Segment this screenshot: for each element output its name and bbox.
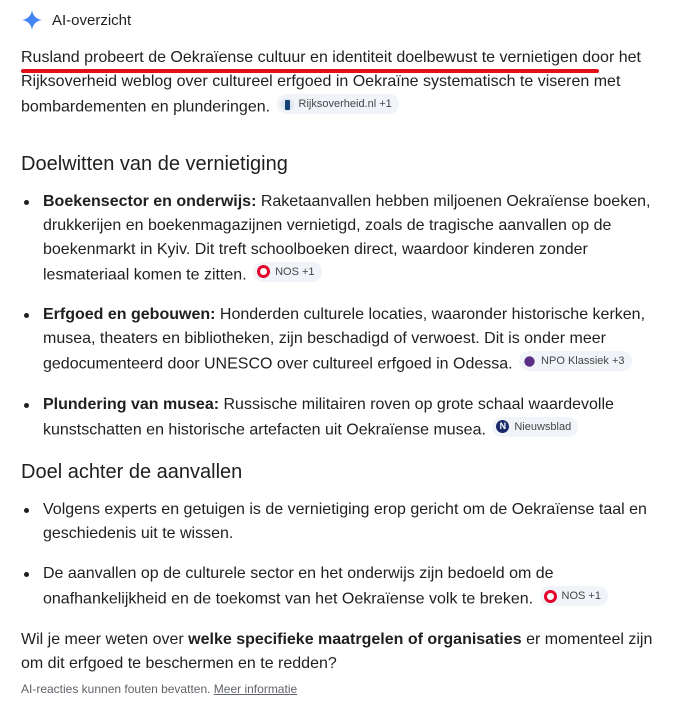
more-info-link[interactable]: Meer informatie — [213, 682, 298, 696]
follow-up-question: Wil je meer weten over welke specifieke maatrgelen of organisaties er momenteel zijn om dit erfgoed te beschermen en te redden? — [21, 630, 653, 672]
section-heading-targets: Doelwitten van de vernietiging — [21, 152, 288, 175]
rijksoverheid-icon — [281, 98, 294, 111]
targets-list — [21, 190, 671, 443]
list-item: De aanvallen op de culturele sector en het onderwijs zijn bedoeld om de onafhankelijkheid en de toekomst van het Oekraïense volk te breken. NOS +1 — [21, 562, 671, 612]
source-chip-rijksoverheid[interactable]: Rijksoverheid.nl +1 — [277, 94, 399, 114]
ai-overview-header — [21, 8, 131, 32]
section-heading-purpose: Doel achter de aanvallen — [21, 461, 243, 483]
purpose-list — [21, 498, 671, 612]
sparkle-icon — [21, 9, 43, 31]
source-chip-nos[interactable]: NOS +1 — [540, 586, 608, 606]
intro-rest: door het Rijksoverheid weblog over cultureel erfgoed in Oekraïne systematisch te viseren met bombardementen en plunderingen. — [21, 49, 641, 116]
source-chip-npo-klassiek[interactable]: NPO Klassiek +3 — [519, 351, 631, 371]
list-item: Volgens experts en getuigen is de vernietiging erop gericht om de Oekraïense taal en geschiedenis uit te wissen. — [21, 498, 671, 546]
source-chip-nos[interactable]: NOS +1 — [253, 262, 321, 282]
npo-klassiek-icon — [522, 354, 537, 369]
source-chip-nieuwsblad[interactable]: N Nieuwsblad — [492, 417, 578, 437]
highlighted-statement: Rusland probeert de Oekraïense cultuur en identiteit doelbewust te vernietigen — [21, 49, 578, 66]
red-underline-annotation — [21, 69, 599, 73]
disclaimer-footer: AI-reacties kunnen fouten bevatten. Meer informatie — [21, 682, 298, 696]
list-item: Erfgoed en gebouwen: Honderden culturele locaties, waaronder historische kerken, musea, theaters en bibliotheken, zijn beschadigd of verwoest. Dit is onder meer gedocumenteerd door UNESCO over cultureel erfgoed in Odessa. NPO Klassiek +3 — [21, 303, 671, 377]
list-item: Plundering van musea: Russische militairen roven op grote schaal waardevolle kunstschatten en historische artefacten uit Oekraïense musea. N Nieuwsblad — [21, 393, 671, 443]
overview-content — [21, 46, 671, 676]
ai-overview-title: AI-overzicht — [52, 11, 132, 29]
nos-icon — [544, 590, 557, 603]
intro-paragraph — [21, 46, 671, 120]
list-item: Boekensector en onderwijs: Raketaanvallen hebben miljoenen Oekraïense boeken, drukkerijen en boekenmagazijnen vernietigd, zoals de tragische aanvallen op de boekenmarkt in Kyiv. Dit treft schoolboeken direct, waardoor kinderen zonder lesmateriaal komen te zitten. NOS +1 — [21, 190, 671, 288]
nos-icon — [257, 265, 270, 278]
nieuwsblad-icon — [496, 420, 509, 433]
